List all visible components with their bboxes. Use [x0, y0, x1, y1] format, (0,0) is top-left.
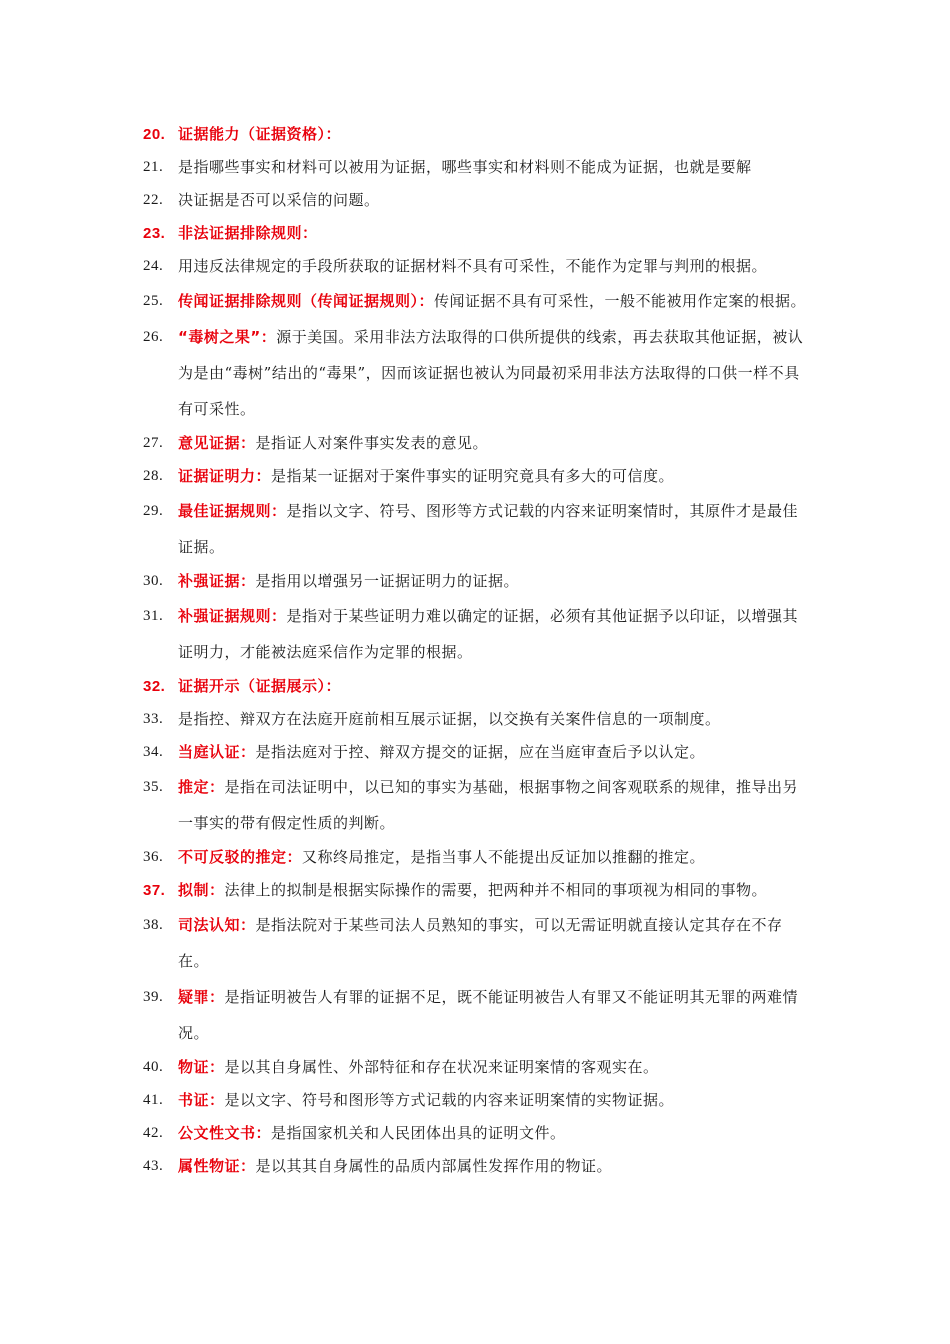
list-item-32 — [0, 670, 950, 703]
item-term: 疑罪： — [178, 988, 225, 1006]
list-item-36 — [0, 841, 950, 874]
item-text: 传闻证据不具有可采性，一般不能被用作定案的根据。 — [434, 292, 807, 310]
item-text: 是指控、辩双方在法庭开庭前相互展示证据，以交换有关案件信息的一项制度。 — [178, 710, 721, 728]
item-number: 41. — [143, 1092, 164, 1108]
item-text: 是指在司法证明中，以已知的事实为基础，根据事物之间客观联系的规律，推导出另一事实的带有假定性质的判断。 — [178, 778, 799, 832]
item-number: 24. — [143, 258, 164, 274]
item-number: 35. — [143, 779, 164, 795]
item-number: 21. — [143, 159, 164, 175]
list-item-28 — [0, 460, 950, 493]
list-item-38 — [0, 907, 950, 979]
item-number: 42. — [143, 1125, 164, 1141]
item-number: 28. — [143, 468, 164, 484]
item-term: 最佳证据规则： — [178, 502, 287, 520]
item-number: 27. — [143, 435, 164, 451]
item-term: 公文性文书： — [178, 1124, 272, 1142]
item-text: 决证据是否可以采信的问题。 — [178, 191, 380, 209]
item-text: 是指证明被告人有罪的证据不足，既不能证明被告人有罪又不能证明其无罪的两难情况。 — [178, 988, 799, 1042]
item-number: 22. — [143, 192, 164, 208]
item-term: 书证： — [178, 1091, 225, 1109]
item-number: 38. — [143, 917, 164, 933]
item-term: 当庭认证： — [178, 743, 256, 761]
item-number: 34. — [143, 744, 164, 760]
list-item-22 — [0, 184, 950, 217]
item-number: 43. — [143, 1158, 164, 1174]
item-text: 用违反法律规定的手段所获取的证据材料不具有可采性，不能作为定罪与判刑的根据。 — [178, 257, 768, 275]
item-term: 物证： — [178, 1058, 225, 1076]
item-number: 33. — [143, 711, 164, 727]
item-term: 意见证据： — [178, 434, 256, 452]
item-text: 源于美国。采用非法方法取得的口供所提供的线索，再去获取其他证据，被认为是由“毒树”结出的“毒果”，因而该证据也被认为同最初采用非法方法取得的口供一样不具有可采性。 — [178, 328, 804, 418]
item-text: 是指对于某些证明力难以确定的证据，必须有其他证据予以印证，以增强其证明力，才能被法庭采信作为定罪的根据。 — [178, 607, 799, 661]
list-item-25 — [0, 283, 950, 319]
item-number: 23. — [143, 225, 166, 242]
item-number: 29. — [143, 503, 164, 519]
item-number: 20. — [143, 126, 166, 143]
item-text: 是以其其自身属性的品质内部属性发挥作用的物证。 — [255, 1157, 613, 1175]
item-number: 32. — [143, 678, 166, 695]
list-item-27 — [0, 427, 950, 460]
list-item-21 — [0, 151, 950, 184]
item-term: 非法证据排除规则： — [178, 224, 318, 242]
list-item-41 — [0, 1084, 950, 1117]
item-number: 40. — [143, 1059, 164, 1075]
item-text: 是指法院对于某些司法人员熟知的事实，可以无需证明就直接认定其存在不存在。 — [178, 916, 783, 970]
list-item-43 — [0, 1150, 950, 1183]
list-item-30 — [0, 565, 950, 598]
list-item-35 — [0, 769, 950, 841]
item-term: 证据证明力： — [178, 467, 272, 485]
document-page — [0, 118, 950, 1183]
item-number: 30. — [143, 573, 164, 589]
list-item-42 — [0, 1117, 950, 1150]
item-number: 25. — [143, 293, 164, 309]
item-term: 推定： — [178, 778, 225, 796]
item-text: 是以文字、符号和图形等方式记载的内容来证明案情的实物证据。 — [224, 1091, 675, 1109]
item-term: 补强证据规则： — [178, 607, 287, 625]
item-term: 证据能力（证据资格）： — [178, 125, 342, 143]
list-item-23 — [0, 217, 950, 250]
item-term: 属性物证： — [178, 1157, 256, 1175]
item-term: 拟制： — [178, 881, 225, 899]
list-item-40 — [0, 1051, 950, 1084]
item-number: 37. — [143, 882, 166, 899]
item-text: 法律上的拟制是根据实际操作的需要，把两种并不相同的事项视为相同的事物。 — [224, 881, 768, 899]
item-text: 是指某一证据对于案件事实的证明究竟具有多大的可信度。 — [271, 467, 675, 485]
item-term: 传闻证据排除规则（传闻证据规则）： — [178, 292, 435, 310]
list-item-24 — [0, 250, 950, 283]
item-text: 又称终局推定，是指当事人不能提出反证加以推翻的推定。 — [302, 848, 706, 866]
list-item-37 — [0, 874, 950, 907]
item-text: 是以其自身属性、外部特征和存在状况来证明案情的客观实在。 — [224, 1058, 659, 1076]
item-text: 是指以文字、符号、图形等方式记载的内容来证明案情时，其原件才是最佳证据。 — [178, 502, 799, 556]
item-term: 补强证据： — [178, 572, 256, 590]
item-text: 是指证人对案件事实发表的意见。 — [255, 434, 489, 452]
item-number: 31. — [143, 608, 164, 624]
item-text: 是指法庭对于控、辩双方提交的证据，应在当庭审查后予以认定。 — [255, 743, 706, 761]
item-term: 不可反驳的推定： — [178, 848, 303, 866]
list-item-39 — [0, 979, 950, 1051]
item-number: 26. — [143, 329, 164, 345]
list-item-29 — [0, 493, 950, 565]
item-text: 是指国家机关和人民团体出具的证明文件。 — [271, 1124, 566, 1142]
item-number: 39. — [143, 989, 164, 1005]
list-item-26 — [0, 319, 950, 427]
item-text: 是指哪些事实和材料可以被用为证据，哪些事实和材料则不能成为证据，也就是要解 — [178, 158, 752, 176]
item-term: 证据开示（证据展示）： — [178, 677, 342, 695]
item-term: 司法认知： — [178, 916, 256, 934]
list-item-20 — [0, 118, 950, 151]
item-number: 36. — [143, 849, 164, 865]
list-item-31 — [0, 598, 950, 670]
item-text: 是指用以增强另一证据证明力的证据。 — [255, 572, 520, 590]
item-term: “毒树之果”： — [178, 328, 277, 346]
list-item-34 — [0, 736, 950, 769]
list-item-33 — [0, 703, 950, 736]
